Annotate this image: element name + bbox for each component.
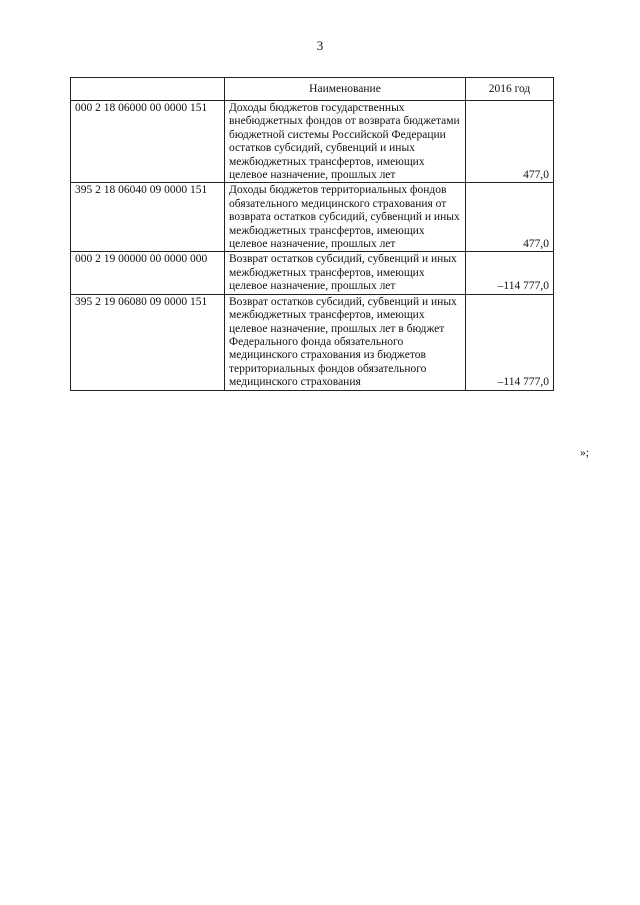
- header-code: [71, 78, 225, 101]
- row-name: Доходы бюджетов территориальных фондов обязательного медицинского страхования от возврата остатков субсидий, субвенций и иных межбюджетных трансфертов, имеющих целевое назначение, прошлых лет: [225, 183, 466, 252]
- closing-quote-mark: »;: [580, 447, 589, 459]
- row-amount: –114 777,0: [466, 252, 554, 294]
- table-header-row: [71, 78, 554, 101]
- row-amount: 477,0: [466, 183, 554, 252]
- header-name: Наименование: [225, 78, 466, 101]
- table-row: [71, 252, 554, 294]
- row-code: 000 2 19 00000 00 0000 000: [71, 252, 225, 294]
- row-code: 395 2 18 06040 09 0000 151: [71, 183, 225, 252]
- row-name: Возврат остатков субсидий, субвенций и иных межбюджетных трансфертов, имеющих целевое назначение, прошлых лет в бюджет Федерального фонда обязательного медицинского страхования из бюджетов территориальных фондов обязательного медицинского страхования: [225, 294, 466, 390]
- header-year: 2016 год: [466, 78, 554, 101]
- page-number: 3: [316, 38, 324, 53]
- row-amount: –114 777,0: [466, 294, 554, 390]
- row-code: 000 2 18 06000 00 0000 151: [71, 101, 225, 183]
- table-row: [71, 183, 554, 252]
- budget-revenue-table: [70, 77, 554, 391]
- table-row: [71, 294, 554, 390]
- row-name: Доходы бюджетов государственных внебюджетных фондов от возврата бюджетами бюджетной системы Российской Федерации остатков субсидий, субвенций и иных межбюджетных трансфертов, имеющих целевое назначение, прошлых лет: [225, 101, 466, 183]
- table-row: [71, 101, 554, 183]
- row-amount: 477,0: [466, 101, 554, 183]
- row-name: Возврат остатков субсидий, субвенций и иных межбюджетных трансфертов, имеющих целевое назначение, прошлых лет: [225, 252, 466, 294]
- row-code: 395 2 19 06080 09 0000 151: [71, 294, 225, 390]
